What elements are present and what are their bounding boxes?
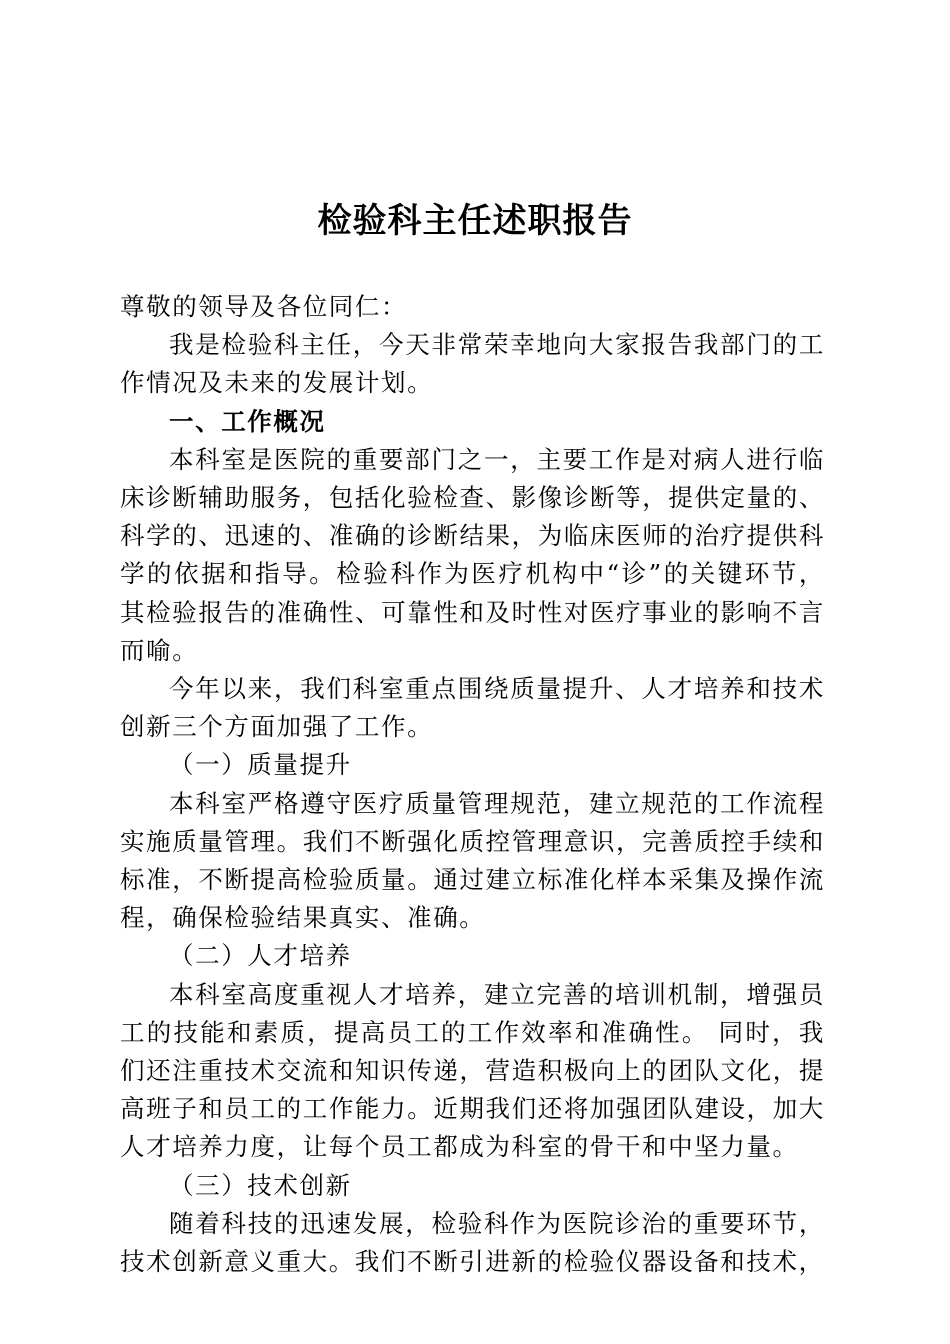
document-title: 检验科主任述职报告 xyxy=(317,201,633,241)
document-body xyxy=(120,288,825,1281)
salutation: 尊敬的领导及各位同仁： xyxy=(120,292,408,321)
subheading-technical-innovation: （三）技术创新 xyxy=(169,1170,352,1200)
quality-improvement-paragraph: 本科室严格遵守医疗质量管理规范，建立规范的工作流程实施质量管理。我们不断强化质控管理意识，完善质控手续和标准，不断提高检验质量。通过建立标准化样本采集及操作流程，确保检验结果真实、准确。 xyxy=(120,788,825,933)
technical-innovation-paragraph: 随着科技的迅速发展，检验科作为医院诊治的重要环节，技术创新意义重大。我们不断引进新的检验仪器设备和技术， xyxy=(120,1208,825,1277)
intro-paragraph: 我是检验科主任，今天非常荣幸地向大家报告我部门的工作情况及未来的发展计划。 xyxy=(120,330,825,398)
subheading-quality-improvement: （一）质量提升 xyxy=(169,750,352,780)
section-heading-work-overview: 一、工作概况 xyxy=(169,406,326,436)
overview-paragraph-2: 今年以来，我们科室重点围绕质量提升、人才培养和技术创新三个方面加强了工作。 xyxy=(120,674,825,742)
talent-training-paragraph: 本科室高度重视人才培养，建立完善的培训机制，增强员工的技能和素质，提高员工的工作效率和准确性。 同时，我们还注重技术交流和知识传递，营造积极向上的团队文化，提高班子和员工的工作能力。近期我们还将加强团队建设，加大人才培养力度，让每个员工都成为科室的骨干和中坚力量。 xyxy=(120,979,825,1162)
subheading-talent-training: （二）人才培养 xyxy=(169,941,352,971)
overview-paragraph-1: 本科室是医院的重要部门之一，主要工作是对病人进行临床诊断辅助服务，包括化验检查、影像诊断等，提供定量的、科学的、迅速的、准确的诊断结果，为临床医师的治疗提供科学的依据和指导。检验科作为医疗机构中“诊”的关键环节，其检验报告的准确性、可靠性和及时性对医疗事业的影响不言而喻。 xyxy=(120,444,825,665)
